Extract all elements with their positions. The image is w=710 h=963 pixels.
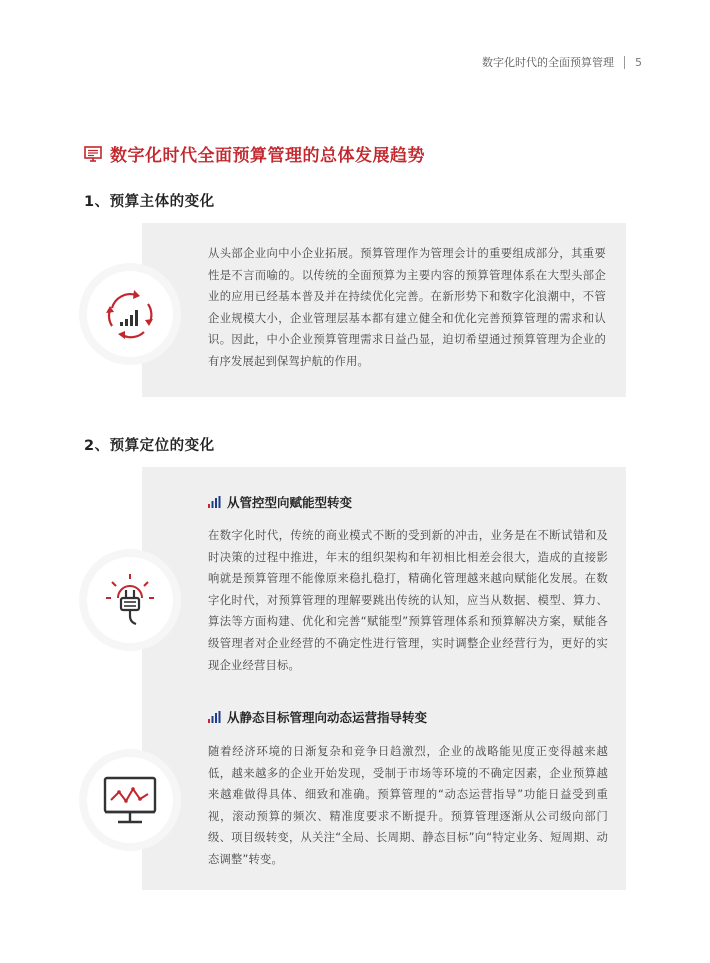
subsection-1-title-text: 从管控型向赋能型转变	[227, 495, 353, 510]
running-title: 数字化时代的全面预算管理	[482, 56, 614, 69]
page-title	[84, 141, 425, 166]
subsection-2-paragraph: 随着经济环境的日渐复杂和竞争日趋激烈，企业的战略能见度正变得越来越低，越来越多的企业开始发现，受制于市场等环境的不确定因素，企业预算越来越难做得具体、细致和准确。预算管理的“动态运营指导”功能日益受到重视，滚动预算的频次、精准度要求不断提升。预算管理逐渐从公司级向部门级、项目级转变，从关注“全局、长周期、静态目标”向“特定业务、短周期、动态调整”转变。	[208, 745, 608, 866]
section-1-title: 1、预算主体的变化	[84, 194, 215, 210]
subsection-2-title-text: 从静态目标管理向动态运营指导转变	[227, 710, 428, 725]
bar-chart-icon	[208, 711, 221, 723]
subsection-1-icon-circle	[87, 557, 173, 643]
subsection-1-paragraph: 在数字化时代，传统的商业模式不断的受到新的冲击，业务是在不断试错和及时决策的过程中推进，年末的组织架构和年初相比相差会很大，造成的直接影响就是预算管理不能像原来稳扎稳打，精确化管理越来越向赋能化发展。在数字化时代，对预算管理的理解要跳出传统的认知，应当从数据、模型、算力、算法等方面构建、优化和完善“赋能型”预算管理体系和预算解决方案，赋能各级管理者对企业经营的不确定性进行管理，实时调整企业经营行为，更好的实现企业经营目标。	[208, 529, 608, 672]
lightbulb-plug-icon	[98, 568, 162, 632]
page-number: 5	[635, 55, 642, 69]
subsection-1-title	[208, 493, 352, 511]
header-divider	[624, 56, 625, 69]
subsection-2-icon-circle	[87, 757, 173, 843]
cycle-growth-icon	[98, 282, 162, 346]
page-title-text: 数字化时代全面预算管理的总体发展趋势	[110, 146, 425, 166]
section-1-paragraph: 从头部企业向中小企业拓展。预算管理作为管理会计的重要组成部分，其重要性是不言而喻的。以传统的全面预算为主要内容的预算管理体系在大型头部企业的应用已经基本普及并在持续优化完善。在新形势下和数字化浪潮中，不管企业规模大小，企业管理层基本都有建立健全和优化完善预算管理的需求和认识。因此，中小企业预算管理需求日益凸显，迫切希望通过预算管理为企业的有序发展起到保驾护航的作用。	[208, 247, 606, 368]
monitor-chart-icon	[98, 768, 162, 832]
section-1-icon-circle	[87, 271, 173, 357]
running-header	[482, 54, 642, 70]
bar-chart-icon	[208, 496, 221, 508]
subsection-2-title	[208, 708, 427, 726]
section-2-title: 2、预算定位的变化	[84, 438, 215, 454]
monitor-icon	[84, 146, 102, 162]
